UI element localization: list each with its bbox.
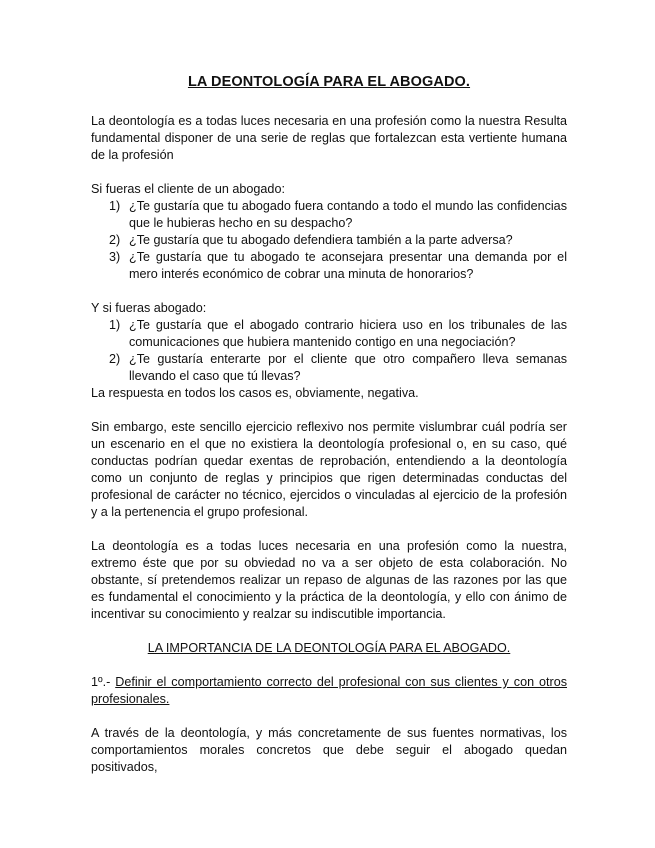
list-item-text: ¿Te gustaría enterarte por el cliente que otro compañero lleva semanas llevando el caso que tú llevas? bbox=[129, 352, 567, 383]
section-subtitle: LA IMPORTANCIA DE LA DEONTOLOGÍA PARA EL ABOGADO. bbox=[147, 641, 511, 655]
spacer bbox=[91, 164, 567, 181]
answer-line: La respuesta en todos los casos es, obviamente, negativa. bbox=[91, 386, 419, 400]
list-item-number: 1) bbox=[109, 318, 121, 332]
list-item bbox=[91, 198, 567, 232]
client-section-lead: Si fueras el cliente de un abogado: bbox=[91, 182, 285, 196]
spacer bbox=[91, 708, 567, 725]
list-item-text: ¿Te gustaría que tu abogado defendiera también a la parte adversa? bbox=[129, 233, 513, 247]
list-item-text: ¿Te gustaría que tu abogado te aconsejara presentar una demanda por el mero interés económico de cobrar una minuta de honorarios? bbox=[129, 250, 567, 281]
spacer bbox=[91, 521, 567, 538]
point-1-heading bbox=[91, 674, 567, 708]
spacer bbox=[91, 402, 567, 419]
list-item-text: ¿Te gustaría que tu abogado fuera contando a todo el mundo las confidencias que le hubieras hecho en su despacho? bbox=[129, 199, 567, 230]
spacer bbox=[91, 657, 567, 674]
spacer bbox=[91, 623, 567, 640]
intro-paragraph: La deontología es a todas luces necesaria en una profesión como la nuestra Resulta fundamental disponer de una serie de reglas que fortalezcan esta vertiente humana de la profesión bbox=[91, 114, 567, 162]
point-1-number: 1º.- bbox=[91, 675, 111, 689]
list-item bbox=[91, 249, 567, 283]
client-questions-list bbox=[91, 198, 567, 283]
list-item-number: 2) bbox=[109, 352, 121, 366]
spacer bbox=[91, 283, 567, 300]
list-item-number: 2) bbox=[109, 233, 121, 247]
document-title: LA DEONTOLOGÍA PARA EL ABOGADO. bbox=[187, 74, 471, 90]
lawyer-questions-list bbox=[91, 317, 567, 385]
paragraph-reflection: Sin embargo, este sencillo ejercicio reflexivo nos permite vislumbrar cuál podría ser un escenario en el que no existiera la deontología profesional o, en su caso, qué conductas podrían quedar exentas de reprobación, entendiendo a la deontología como un conjunto de reglas y principios que rigen determinadas conductas del profesional de carácter no técnico, ejercidos o vinculadas al ejercicio de la profesión y a la pertenencia el grupo profesional. bbox=[91, 420, 567, 519]
list-item bbox=[91, 351, 567, 385]
paragraph-sources: A través de la deontología, y más concretamente de sus fuentes normativas, los comportamientos morales concretos que debe seguir el abogado quedan positivados, bbox=[91, 726, 567, 774]
lawyer-section-lead: Y si fueras abogado: bbox=[91, 301, 207, 315]
list-item bbox=[91, 317, 567, 351]
list-item-text: ¿Te gustaría que el abogado contrario hiciera uso en los tribunales de las comunicaciones que hubiera mantenido contigo en una negociación? bbox=[129, 318, 567, 349]
paragraph-necessity: La deontología es a todas luces necesaria en una profesión como la nuestra, extremo éste que por su obviedad no va a ser objeto de esta colaboración. No obstante, sí pretendemos realizar un repaso de algunas de las razones por las que es fundamental el conocimiento y la práctica de la deontología, y ello con ánimo de incentivar su conocimiento y realzar su indiscutible importancia. bbox=[91, 539, 567, 621]
point-1-text: Definir el comportamiento correcto del profesional con sus clientes y con otros profesionales. bbox=[91, 675, 568, 706]
list-item bbox=[91, 232, 567, 249]
list-item-number: 1) bbox=[109, 199, 121, 213]
list-item-number: 3) bbox=[109, 250, 121, 264]
